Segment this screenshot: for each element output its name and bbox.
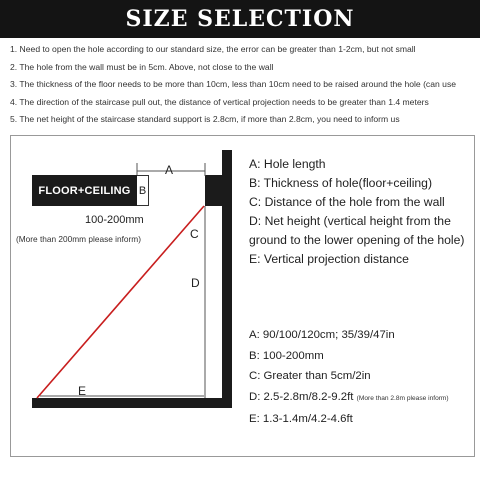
requirement-item: 3. The thickness of the floor needs to be more than 10cm, less than 10cm need to be raised around the hole (can use [10,79,457,90]
floor-ceiling-block [32,175,137,206]
spec-a: A: 90/100/120cm; 35/39/47in [249,329,395,341]
requirement-item: 5. The net height of the staircase standard support is 2.8cm, if more than 2.8cm, you need to inform us [10,114,400,125]
requirement-item: 1. Need to open the hole according to our standard size, the error can be greater than 1-2cm, but not small [10,44,416,54]
legend-item-e: E: Vertical projection distance [249,252,409,266]
label-d: D [191,276,200,290]
requirement-item: 4. The direction of the staircase pull out, the distance of vertical projection needs to be greater than 1.4 meters [10,96,429,107]
dimension-legend [249,155,471,269]
spec-d-note: (More than 2.8m please inform) [356,394,449,402]
spec-e: E: 1.3-1.4m/4.2-4.6ft [249,413,353,425]
thickness-marker [137,175,149,206]
floor-ceiling-label: FLOOR+CEILING [38,184,131,197]
label-b: B [138,184,147,197]
spec-c: C: Greater than 5cm/2in [249,370,371,382]
label-e: E [78,384,87,398]
thickness-range: 100-200mm [85,214,144,226]
spec-d-value: D: 2.5-2.8m/8.2-9.2ft [249,390,354,403]
spec-d [249,387,471,410]
spec-values [249,325,471,430]
legend-item-c: C: Distance of the hole from the wall [249,195,445,209]
ceiling-edge [205,175,222,206]
requirement-item: 2. The hole from the wall must be in 5cm. Above, not close to the wall [10,61,274,72]
legend-item-d: D: Net height (vertical height from the ground to the lower opening of the hole) [249,214,465,247]
spec-b: B: 100-200mm [249,349,324,362]
legend-item-a: A: Hole length [249,157,326,171]
wall-vertical [222,150,232,408]
page-title: SIZE SELECTION [125,6,355,32]
label-a: A [165,163,174,177]
thickness-inform-note: (More than 200mm please inform) [16,234,141,244]
legend-item-b: B: Thickness of hole(floor+ceiling) [249,176,433,190]
label-c: C [190,227,199,241]
ground-floor [32,398,232,408]
